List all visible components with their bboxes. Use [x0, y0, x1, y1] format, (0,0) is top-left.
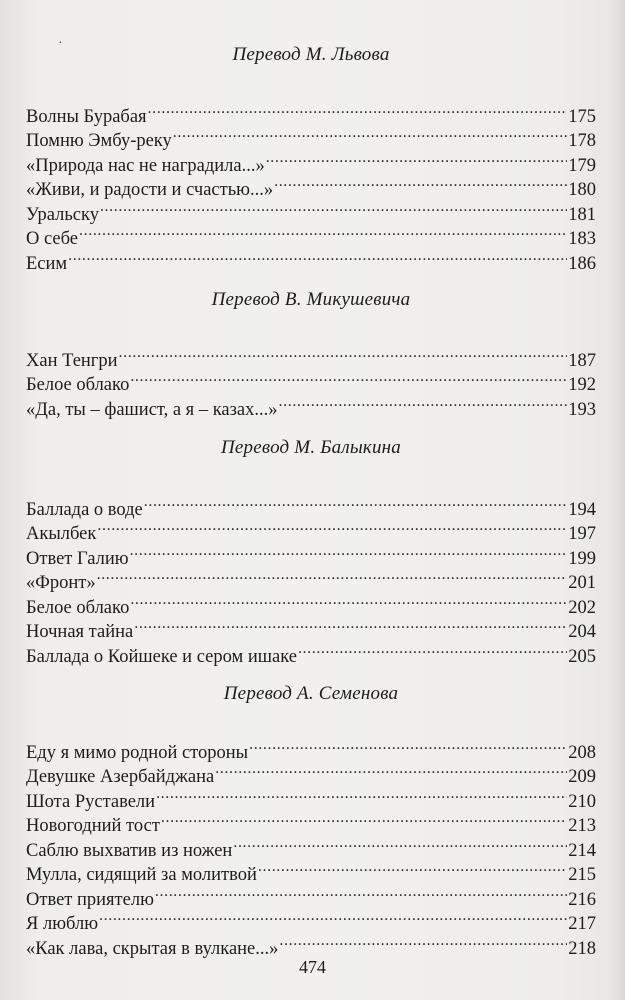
section-title-lvov: Перевод М. Львова: [232, 44, 390, 65]
entry-title: О себе: [26, 229, 79, 249]
entry-page: 214: [568, 840, 596, 861]
entry-title: «Живи, и радости и счастью...»: [26, 180, 274, 200]
leader-dots: [258, 856, 567, 881]
entry-page: 205: [568, 646, 596, 667]
entry-page: 202: [568, 597, 596, 618]
toc-entry: [26, 341, 596, 371]
entry-page: 178: [568, 131, 596, 151]
entry-page: 209: [568, 767, 596, 787]
leader-dots: [130, 588, 567, 613]
entry-title: «Природа нас не наградила...»: [26, 155, 265, 176]
toc-entry: [26, 733, 596, 763]
entry-title: Новогодний тост: [26, 816, 160, 836]
leader-dots: [215, 758, 567, 783]
entry-title: «Фронт»: [26, 573, 96, 593]
entry-page: 216: [568, 889, 596, 910]
leader-dots: [279, 390, 568, 415]
entry-title: Ответ приятелю: [26, 889, 154, 910]
entry-title: Есим: [26, 253, 68, 274]
entry-page: 183: [568, 229, 596, 249]
entry-page: 180: [568, 180, 596, 200]
entry-title: «Как лава, скрытая в вулкане...»: [26, 938, 279, 959]
leader-dots: [148, 97, 568, 122]
entry-page: 208: [568, 742, 596, 763]
toc-entry: [26, 195, 596, 225]
entry-page: 197: [568, 524, 596, 544]
entry-title: Саблю выхватив из ножен: [26, 840, 233, 861]
leader-dots: [97, 515, 567, 540]
entry-title: Хан Тенгри: [26, 350, 118, 371]
entry-page: 175: [568, 106, 596, 127]
section-title-balykin: Перевод М. Балыкина: [221, 437, 401, 458]
leader-dots: [274, 171, 567, 196]
leader-dots: [298, 637, 567, 662]
toc-entry: [26, 220, 596, 249]
toc-list-semenov: [26, 733, 596, 959]
entry-page: 215: [568, 865, 596, 885]
page-edge-shadow: [611, 0, 625, 1000]
toc-entry: [26, 97, 596, 127]
entry-title: «Да, ты – фашист, а я – казах...»: [26, 399, 278, 420]
leader-dots: [130, 366, 567, 391]
leader-dots: [79, 220, 567, 245]
leader-dots: [279, 929, 567, 954]
entry-page: 181: [568, 204, 596, 225]
entry-page: 218: [568, 938, 596, 959]
leader-dots: [249, 733, 567, 758]
entry-title: Баллада о воде: [26, 499, 143, 520]
leader-dots: [119, 341, 568, 366]
entry-page: 186: [568, 253, 596, 274]
entry-title: Белое облако: [26, 375, 130, 395]
entry-title: Акылбек: [26, 524, 97, 544]
toc-entry: [26, 588, 596, 618]
toc-entry: [26, 490, 596, 520]
entry-title: Мулла, сидящий за молитвой: [26, 865, 257, 885]
entry-title: Волны Бурабая: [26, 106, 147, 127]
toc-entry: [26, 905, 596, 934]
leader-dots: [173, 122, 567, 147]
entry-page: 193: [568, 399, 596, 420]
entry-page: 194: [568, 499, 596, 520]
entry-page: 201: [568, 573, 596, 593]
top-mark: ·: [58, 36, 63, 51]
leader-dots: [68, 244, 567, 269]
section-title-mikushevich: Перевод В. Микушевича: [211, 289, 411, 310]
leader-dots: [155, 880, 567, 905]
leader-dots: [99, 905, 567, 930]
entry-title: Уральску: [26, 204, 99, 225]
entry-title: Я люблю: [26, 914, 99, 934]
entry-title: Помню Эмбу-реку: [26, 131, 172, 151]
leader-dots: [134, 613, 567, 638]
leader-dots: [233, 831, 567, 856]
entry-page: 217: [568, 914, 596, 934]
leader-dots: [266, 146, 568, 171]
page-number: 474: [299, 957, 326, 977]
toc-entry: [26, 539, 596, 569]
toc-entry: [26, 515, 596, 544]
leader-dots: [161, 807, 567, 832]
entry-title: Ночная тайна: [26, 622, 134, 642]
entry-page: 213: [568, 816, 596, 836]
entry-page: 179: [568, 155, 596, 176]
entry-page: 187: [568, 350, 596, 371]
entry-title: Девушке Азербайджана: [26, 767, 215, 787]
leader-dots: [130, 539, 568, 564]
toc-list-mikushevich: [26, 341, 596, 420]
entry-title: Баллада о Койшеке и сером ишаке: [26, 646, 297, 667]
leader-dots: [144, 490, 568, 515]
entry-page: 210: [568, 791, 596, 812]
leader-dots: [100, 195, 567, 220]
section-title-semenov: Перевод А. Семенова: [223, 683, 399, 704]
entry-page: 192: [568, 375, 596, 395]
entry-page: 204: [568, 622, 596, 642]
entry-title: Ответ Галию: [26, 548, 129, 569]
leader-dots: [156, 782, 567, 807]
toc-list-lvov: [26, 97, 596, 274]
toc-entry: [26, 929, 596, 959]
entry-page: 199: [568, 548, 596, 569]
entry-title: Белое облако: [26, 597, 130, 618]
entry-title: Еду я мимо родной стороны: [26, 742, 249, 763]
toc-entry: [26, 244, 596, 274]
entry-title: Шота Руставели: [26, 791, 156, 812]
leader-dots: [97, 564, 568, 589]
toc-list-balykin: [26, 490, 596, 667]
toc-entry: [26, 564, 596, 593]
